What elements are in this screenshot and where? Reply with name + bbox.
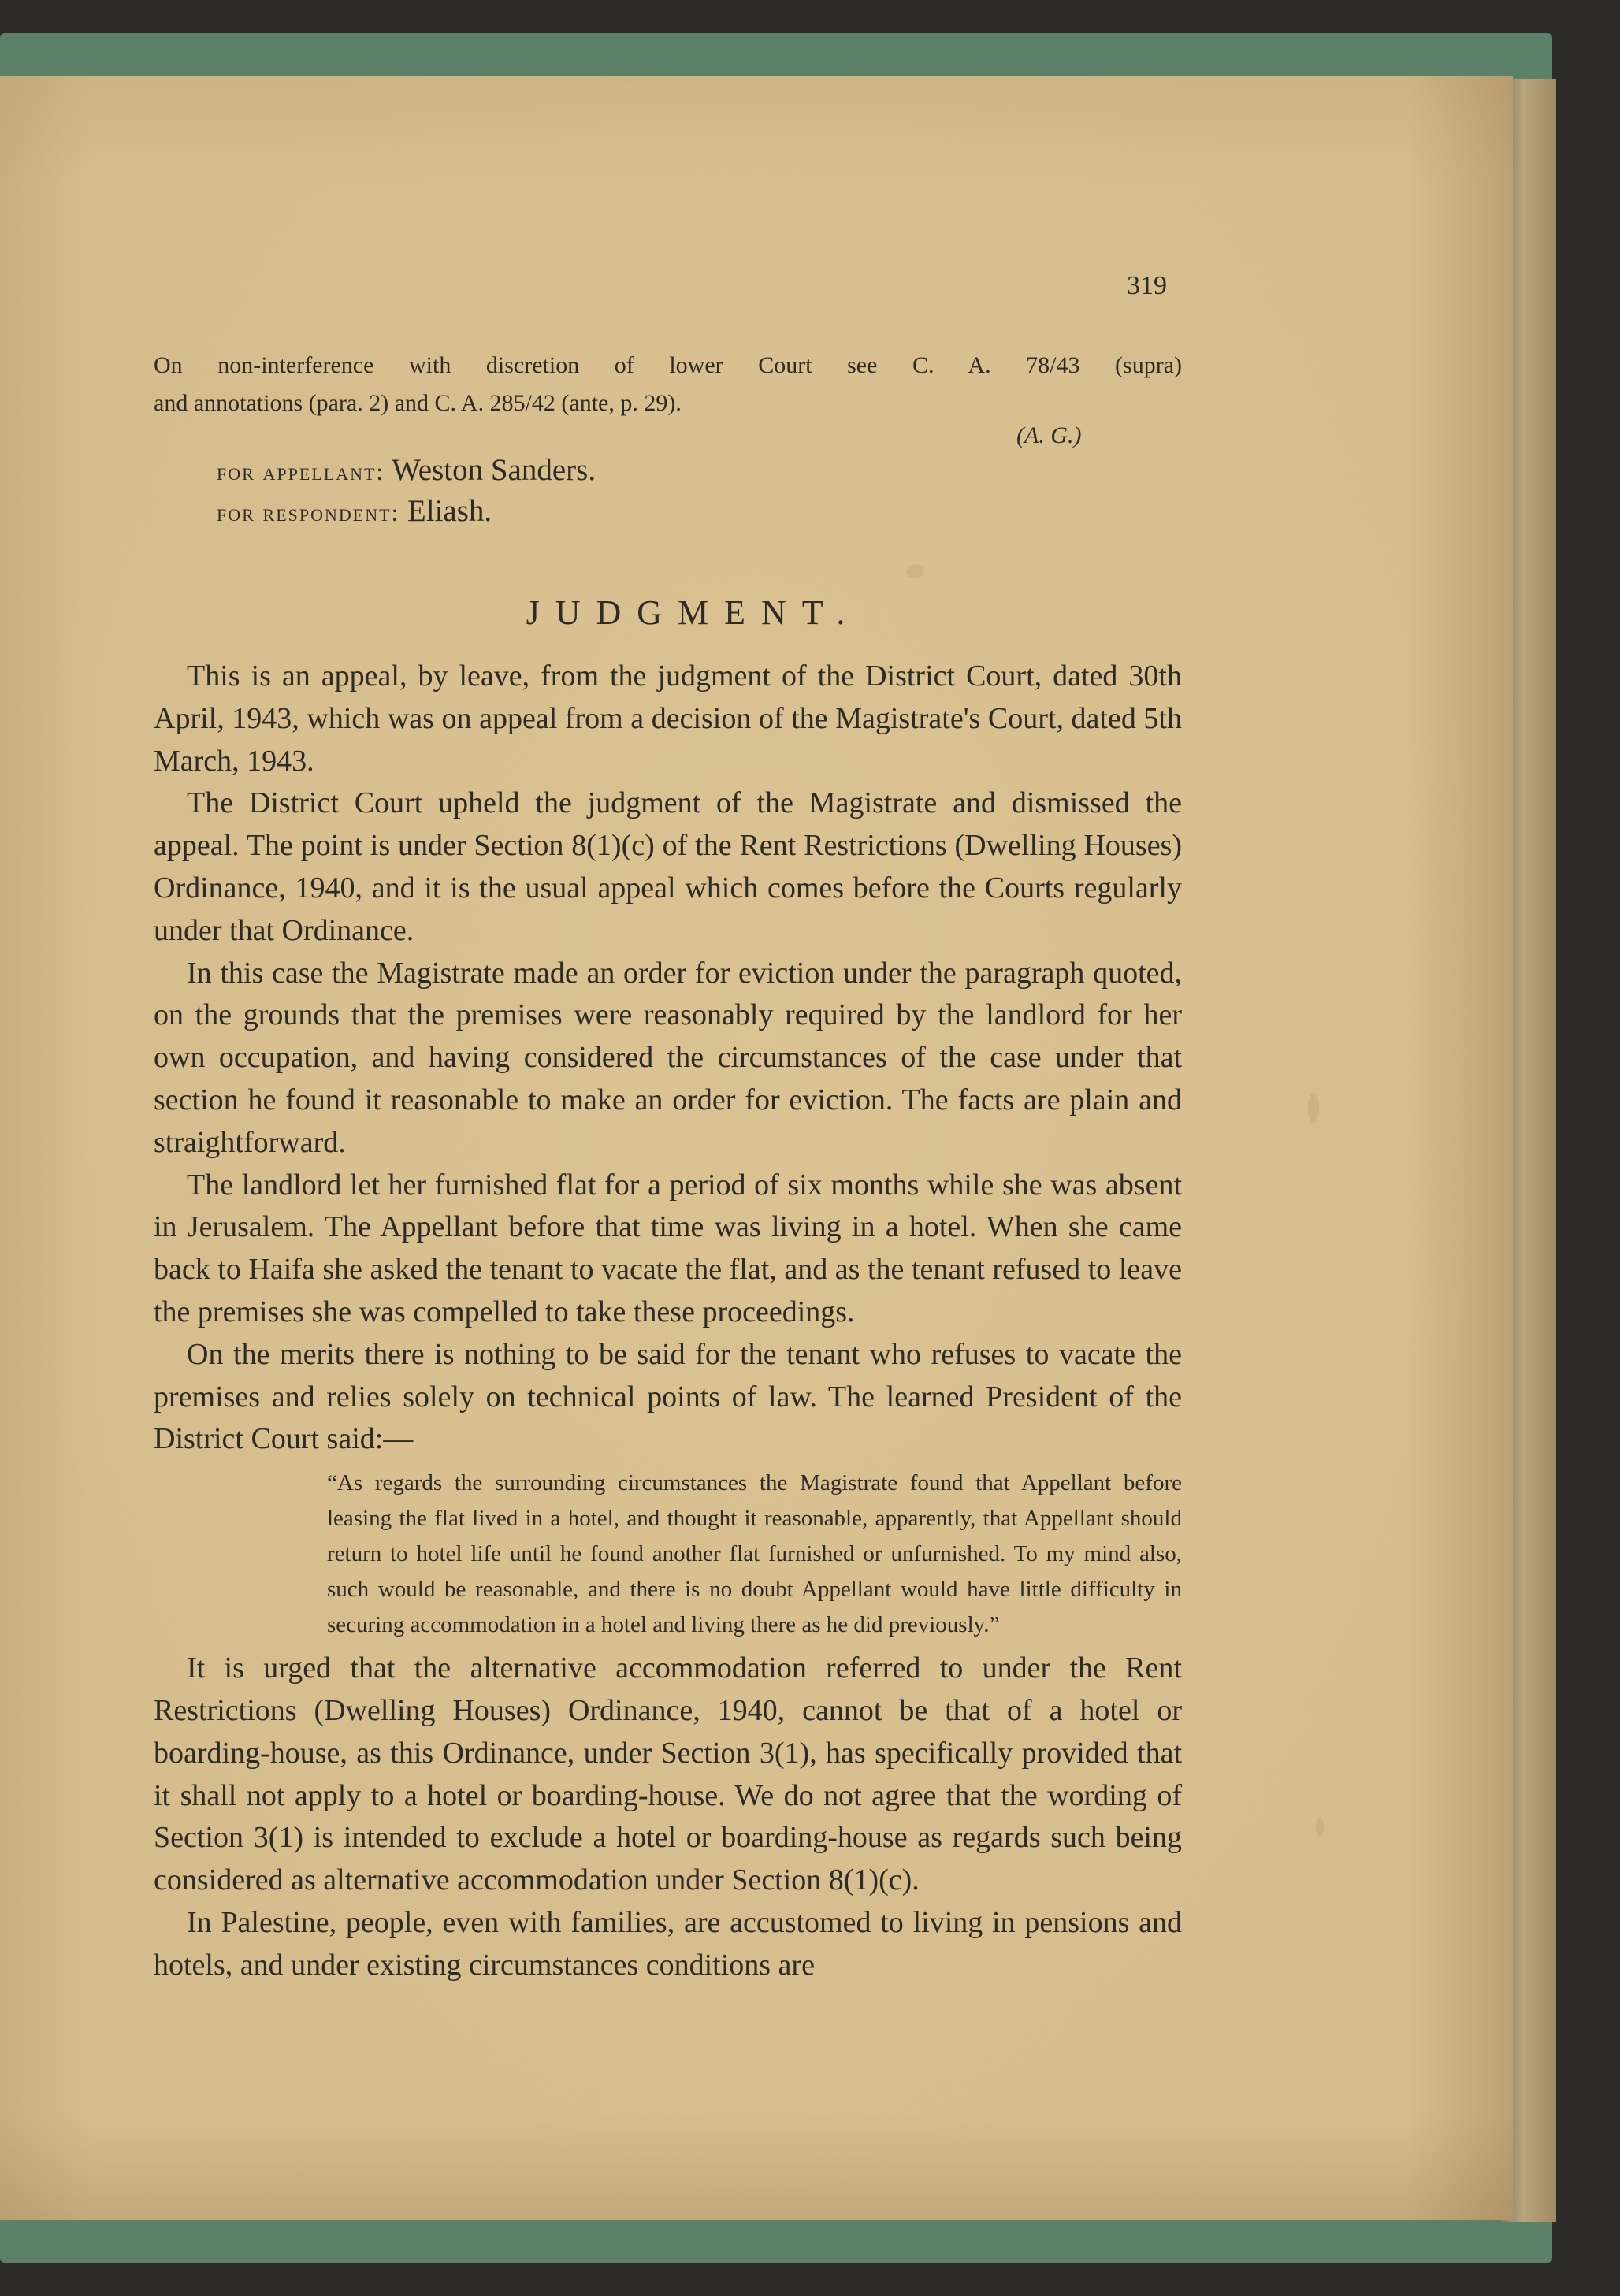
annotation-line: On non-interference with discretion of lower Court see C. A. 78/43 (supra) [154,352,1182,378]
paragraph: The District Court upheld the judgment of the Magistrate and dismissed the appeal. The point is under Section 8(1)(c) of the Rent Restrictions (Dwelling Houses) Ordinance, 1940, and it is the usual appeal which comes before the Courts regularly under that Ordinance. [154,786,1182,947]
paragraph: This is an appeal, by leave, from the judgment of the District Court, dated 30th April, 1943, which was on appeal from a decision of the Magistrate's Court, dated 5th March, 1943. [154,659,1182,778]
block-quote: “As regards the surrounding circumstances the Magistrate found that Appellant before leasing the flat lived in a hotel, and thought it reasonable, apparently, that Appellant should return to hotel life until he found another flat furnished or unfurnished. To my mind also, such would be reasonable, and there is no doubt Appellant would have little difficulty in securing accommodation in a hotel and living there as he did previously.” [327,1470,1182,1638]
judgment-body [154,656,1182,1987]
paper-stain [906,564,923,578]
page-number: 319 [1127,271,1167,300]
counsel-name: Weston Sanders. [392,453,596,487]
paper-stain [1308,1092,1319,1124]
counsel-label: for respondent: [217,499,400,526]
counsel-appellant [217,452,596,488]
paper-stain [1316,1817,1324,1837]
judgment-heading: JUDGMENT. [526,593,861,632]
editor-initials: (A. G.) [1016,422,1082,448]
paragraph: On the merits there is nothing to be said for the tenant who refuses to vacate the premises and relies solely on technical points of law. The learned President of the District Court said:— [154,1337,1182,1456]
annotation-line: and annotations (para. 2) and C. A. 285/42 (ante, p. 29). [154,390,682,416]
paragraph: In Palestine, people, even with families, are accustomed to living in pensions and hotels, and under existing circumstances conditions are [154,1905,1182,1982]
counsel-name: Eliash. [407,494,492,528]
paper-page [0,76,1513,2220]
paragraph: It is urged that the alternative accommodation referred to under the Rent Restrictions (Dwelling Houses) Ordinance, 1940, cannot be that of a hotel or boarding-house, as this Ordinance, under Section 3(1), has specifically provided that it shall not apply to a hotel or boarding-house. We do not agree that the wording of Section 3(1) is intended to exclude a hotel or boarding-house as regards such being considered as alternative accommodation under Section 8(1)(c). [154,1651,1182,1897]
counsel-label: for appellant: [217,458,385,485]
paragraph: The landlord let her furnished flat for a period of six months while she was absent in Jerusalem. The Appellant before that time was living in a hotel. When she came back to Haifa she asked the tenant to vacate the flat, and as the tenant refused to leave the premises she was compelled to take these proceedings. [154,1168,1182,1328]
counsel-respondent [217,493,492,529]
paragraph: In this case the Magistrate made an order for eviction under the paragraph quoted, on the grounds that the premises were reasonably required by the landlord for her own occupation, and having considered the circumstances of the case under that section he found it reasonable to make an order for eviction. The facts are plain and straightforward. [154,956,1182,1159]
